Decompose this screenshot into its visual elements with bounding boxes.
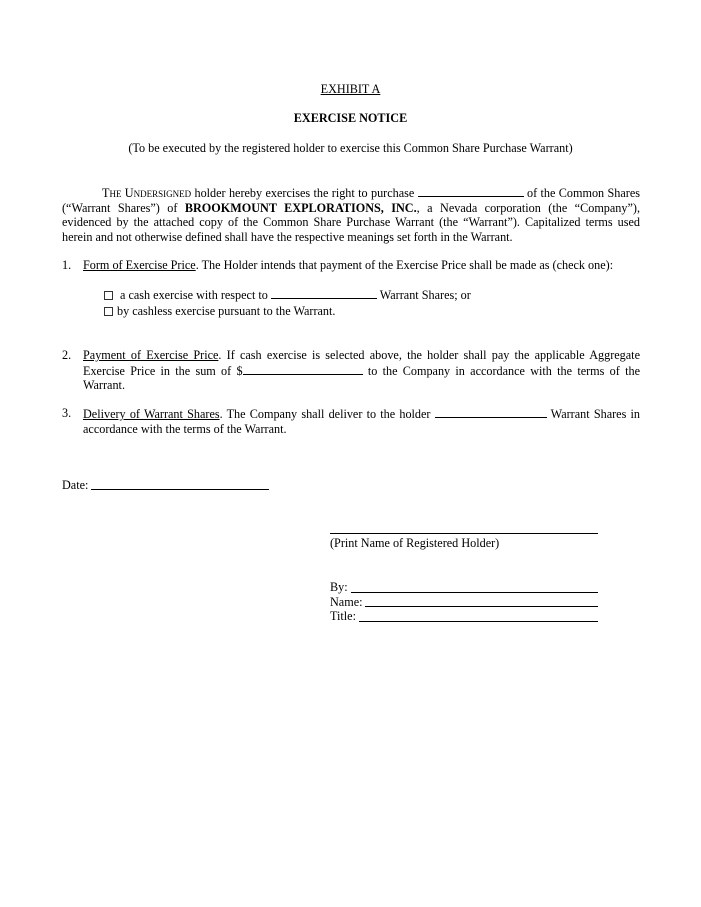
item-delivery-of-warrant-shares: 3. Delivery of Warrant Shares. The Company shall deliver to the holder Warrant Shares in accordance with the terms of the Warrant. [62,406,640,436]
item-heading: Delivery of Warrant Shares [83,407,220,421]
print-name-label: (Print Name of Registered Holder) [330,536,500,550]
option-cash-exercise[interactable]: a cash exercise with respect to Warrant Shares; or [104,287,604,303]
cash-shares-blank[interactable] [271,287,377,299]
title-label: Title: [330,609,356,623]
holder-name-line[interactable] [330,533,598,534]
cash-exercise-checkbox[interactable] [104,291,113,300]
date-label: Date: [62,478,89,492]
option-cashless-exercise[interactable]: by cashless exercise pursuant to the Warrant. [104,304,604,319]
item-heading: Payment of Exercise Price [83,348,219,362]
notice-title: EXERCISE NOTICE [293,111,408,125]
aggregate-price-blank[interactable] [243,363,363,375]
item-number: 3. [62,406,72,420]
name-label: Name: [330,595,363,609]
item-number: 2. [62,348,72,362]
by-line[interactable] [351,592,598,593]
instruction-text: (To be executed by the registered holder to exercise this Common Share Purchase Warrant) [128,141,573,155]
shares-quantity-blank[interactable] [418,185,524,197]
by-label: By: [330,580,348,594]
delivery-shares-blank[interactable] [435,406,547,418]
date-line[interactable] [91,489,269,490]
item-number: 1. [62,258,72,272]
cashless-exercise-checkbox[interactable] [104,307,113,316]
title-line[interactable] [359,621,598,622]
item-payment-of-exercise-price: 2. Payment of Exercise Price. If cash exercise is selected above, the holder shall pay the applicable Aggregate Exercise Price in the sum of $ to the Company in accordance with the terms of the Warrant. [62,348,640,393]
exhibit-title: EXHIBIT A [320,82,381,96]
item-form-of-exercise-price: 1. Form of Exercise Price. The Holder intends that payment of the Exercise Price shall be made as (check one): a cash exercise with respect to Warrant Shares; or by cashless exercise pursuant to the Warrant. [62,258,614,318]
item-heading: Form of Exercise Price [83,258,196,272]
name-line[interactable] [365,606,598,607]
undersigned-text: The Undersigned [102,186,192,200]
intro-paragraph: The Undersigned holder hereby exercises the right to purchase of the Common Shares (“Warrant Shares”) of BROOKMOUNT EXPLORATIONS, INC., a Nevada corporation (the “Company”), evidenced by the attached copy of the Common Share Purchase Warrant (the “Warrant”). Capitalized terms used herein and not otherwise defined shall have the respective meanings set forth in the Warrant. [62,186,641,244]
company-name: BROOKMOUNT EXPLORATIONS, INC. [184,200,417,215]
